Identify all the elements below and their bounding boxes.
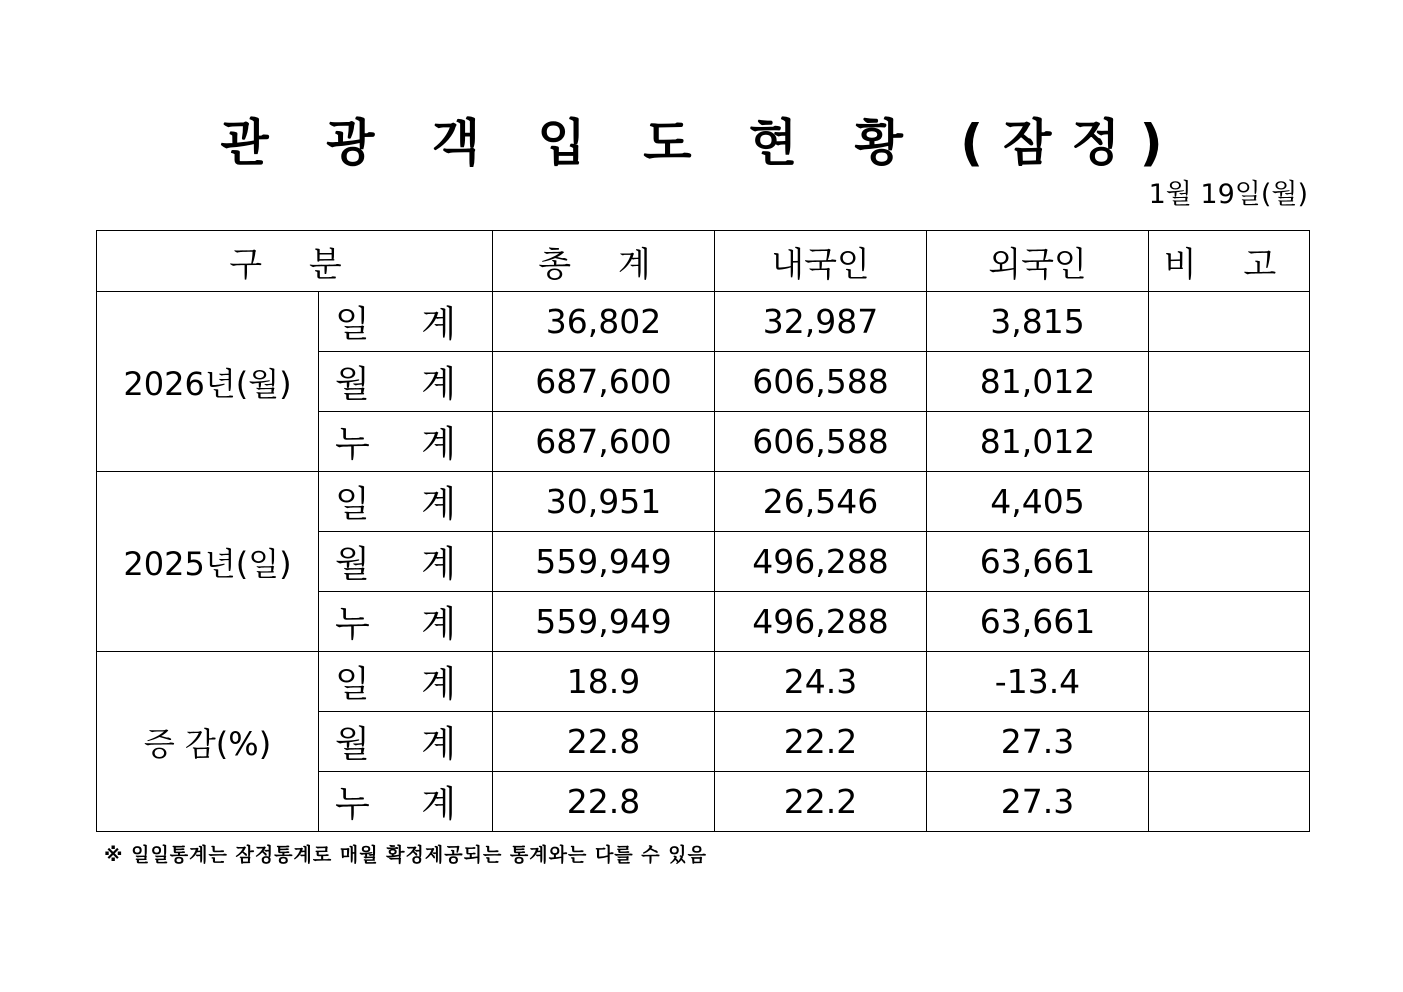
cell-domestic: 496,288: [715, 592, 927, 652]
cell-total: 559,949: [493, 592, 715, 652]
cell-domestic: 22.2: [715, 772, 927, 832]
row-label: 월 계: [319, 352, 493, 412]
cell-domestic: 496,288: [715, 532, 927, 592]
cell-total: 30,951: [493, 472, 715, 532]
header-total: 총 계: [493, 231, 715, 292]
row-label: 월 계: [319, 712, 493, 772]
cell-remarks: [1149, 472, 1310, 532]
table-row: [97, 652, 1310, 712]
header-foreign: 외국인: [927, 231, 1149, 292]
cell-foreign: 3,815: [927, 292, 1149, 352]
row-label: 월 계: [319, 532, 493, 592]
header-remarks: 비 고: [1149, 231, 1310, 292]
cell-foreign: 27.3: [927, 712, 1149, 772]
row-label: 일 계: [319, 472, 493, 532]
cell-remarks: [1149, 532, 1310, 592]
report-date: 1월 19일(월): [1148, 179, 1308, 210]
row-label: 누 계: [319, 412, 493, 472]
cell-domestic: 606,588: [715, 412, 927, 472]
cell-foreign: 63,661: [927, 532, 1149, 592]
tourist-arrivals-table: [96, 230, 1310, 832]
cell-total: 687,600: [493, 412, 715, 472]
row-label: 일 계: [319, 652, 493, 712]
page-title: 관 광 객 입 도 현 황 (잠정): [220, 114, 1183, 172]
cell-total: 687,600: [493, 352, 715, 412]
cell-total: 559,949: [493, 532, 715, 592]
cell-foreign: 63,661: [927, 592, 1149, 652]
row-label: 일 계: [319, 292, 493, 352]
cell-remarks: [1149, 592, 1310, 652]
table-header-row: [97, 231, 1310, 292]
cell-domestic: 22.2: [715, 712, 927, 772]
group-label-2025: 2025년(일): [97, 472, 319, 652]
header-category: 구 분: [97, 231, 493, 292]
cell-remarks: [1149, 652, 1310, 712]
cell-domestic: 24.3: [715, 652, 927, 712]
cell-foreign: 81,012: [927, 412, 1149, 472]
cell-remarks: [1149, 352, 1310, 412]
table-row: [97, 472, 1310, 532]
cell-total: 36,802: [493, 292, 715, 352]
cell-domestic: 32,987: [715, 292, 927, 352]
footnote: ※ 일일통계는 잠정통계로 매월 확정제공되는 통계와는 다를 수 있음: [104, 844, 707, 866]
group-label-change: 증 감(%): [97, 652, 319, 832]
cell-domestic: 606,588: [715, 352, 927, 412]
cell-remarks: [1149, 712, 1310, 772]
row-label: 누 계: [319, 772, 493, 832]
cell-remarks: [1149, 412, 1310, 472]
group-label-2026: 2026년(월): [97, 292, 319, 472]
cell-domestic: 26,546: [715, 472, 927, 532]
table-row: [97, 292, 1310, 352]
header-domestic: 내국인: [715, 231, 927, 292]
cell-foreign: 27.3: [927, 772, 1149, 832]
cell-total: 22.8: [493, 712, 715, 772]
cell-remarks: [1149, 772, 1310, 832]
cell-foreign: 4,405: [927, 472, 1149, 532]
cell-foreign: -13.4: [927, 652, 1149, 712]
cell-remarks: [1149, 292, 1310, 352]
cell-total: 18.9: [493, 652, 715, 712]
cell-foreign: 81,012: [927, 352, 1149, 412]
row-label: 누 계: [319, 592, 493, 652]
cell-total: 22.8: [493, 772, 715, 832]
